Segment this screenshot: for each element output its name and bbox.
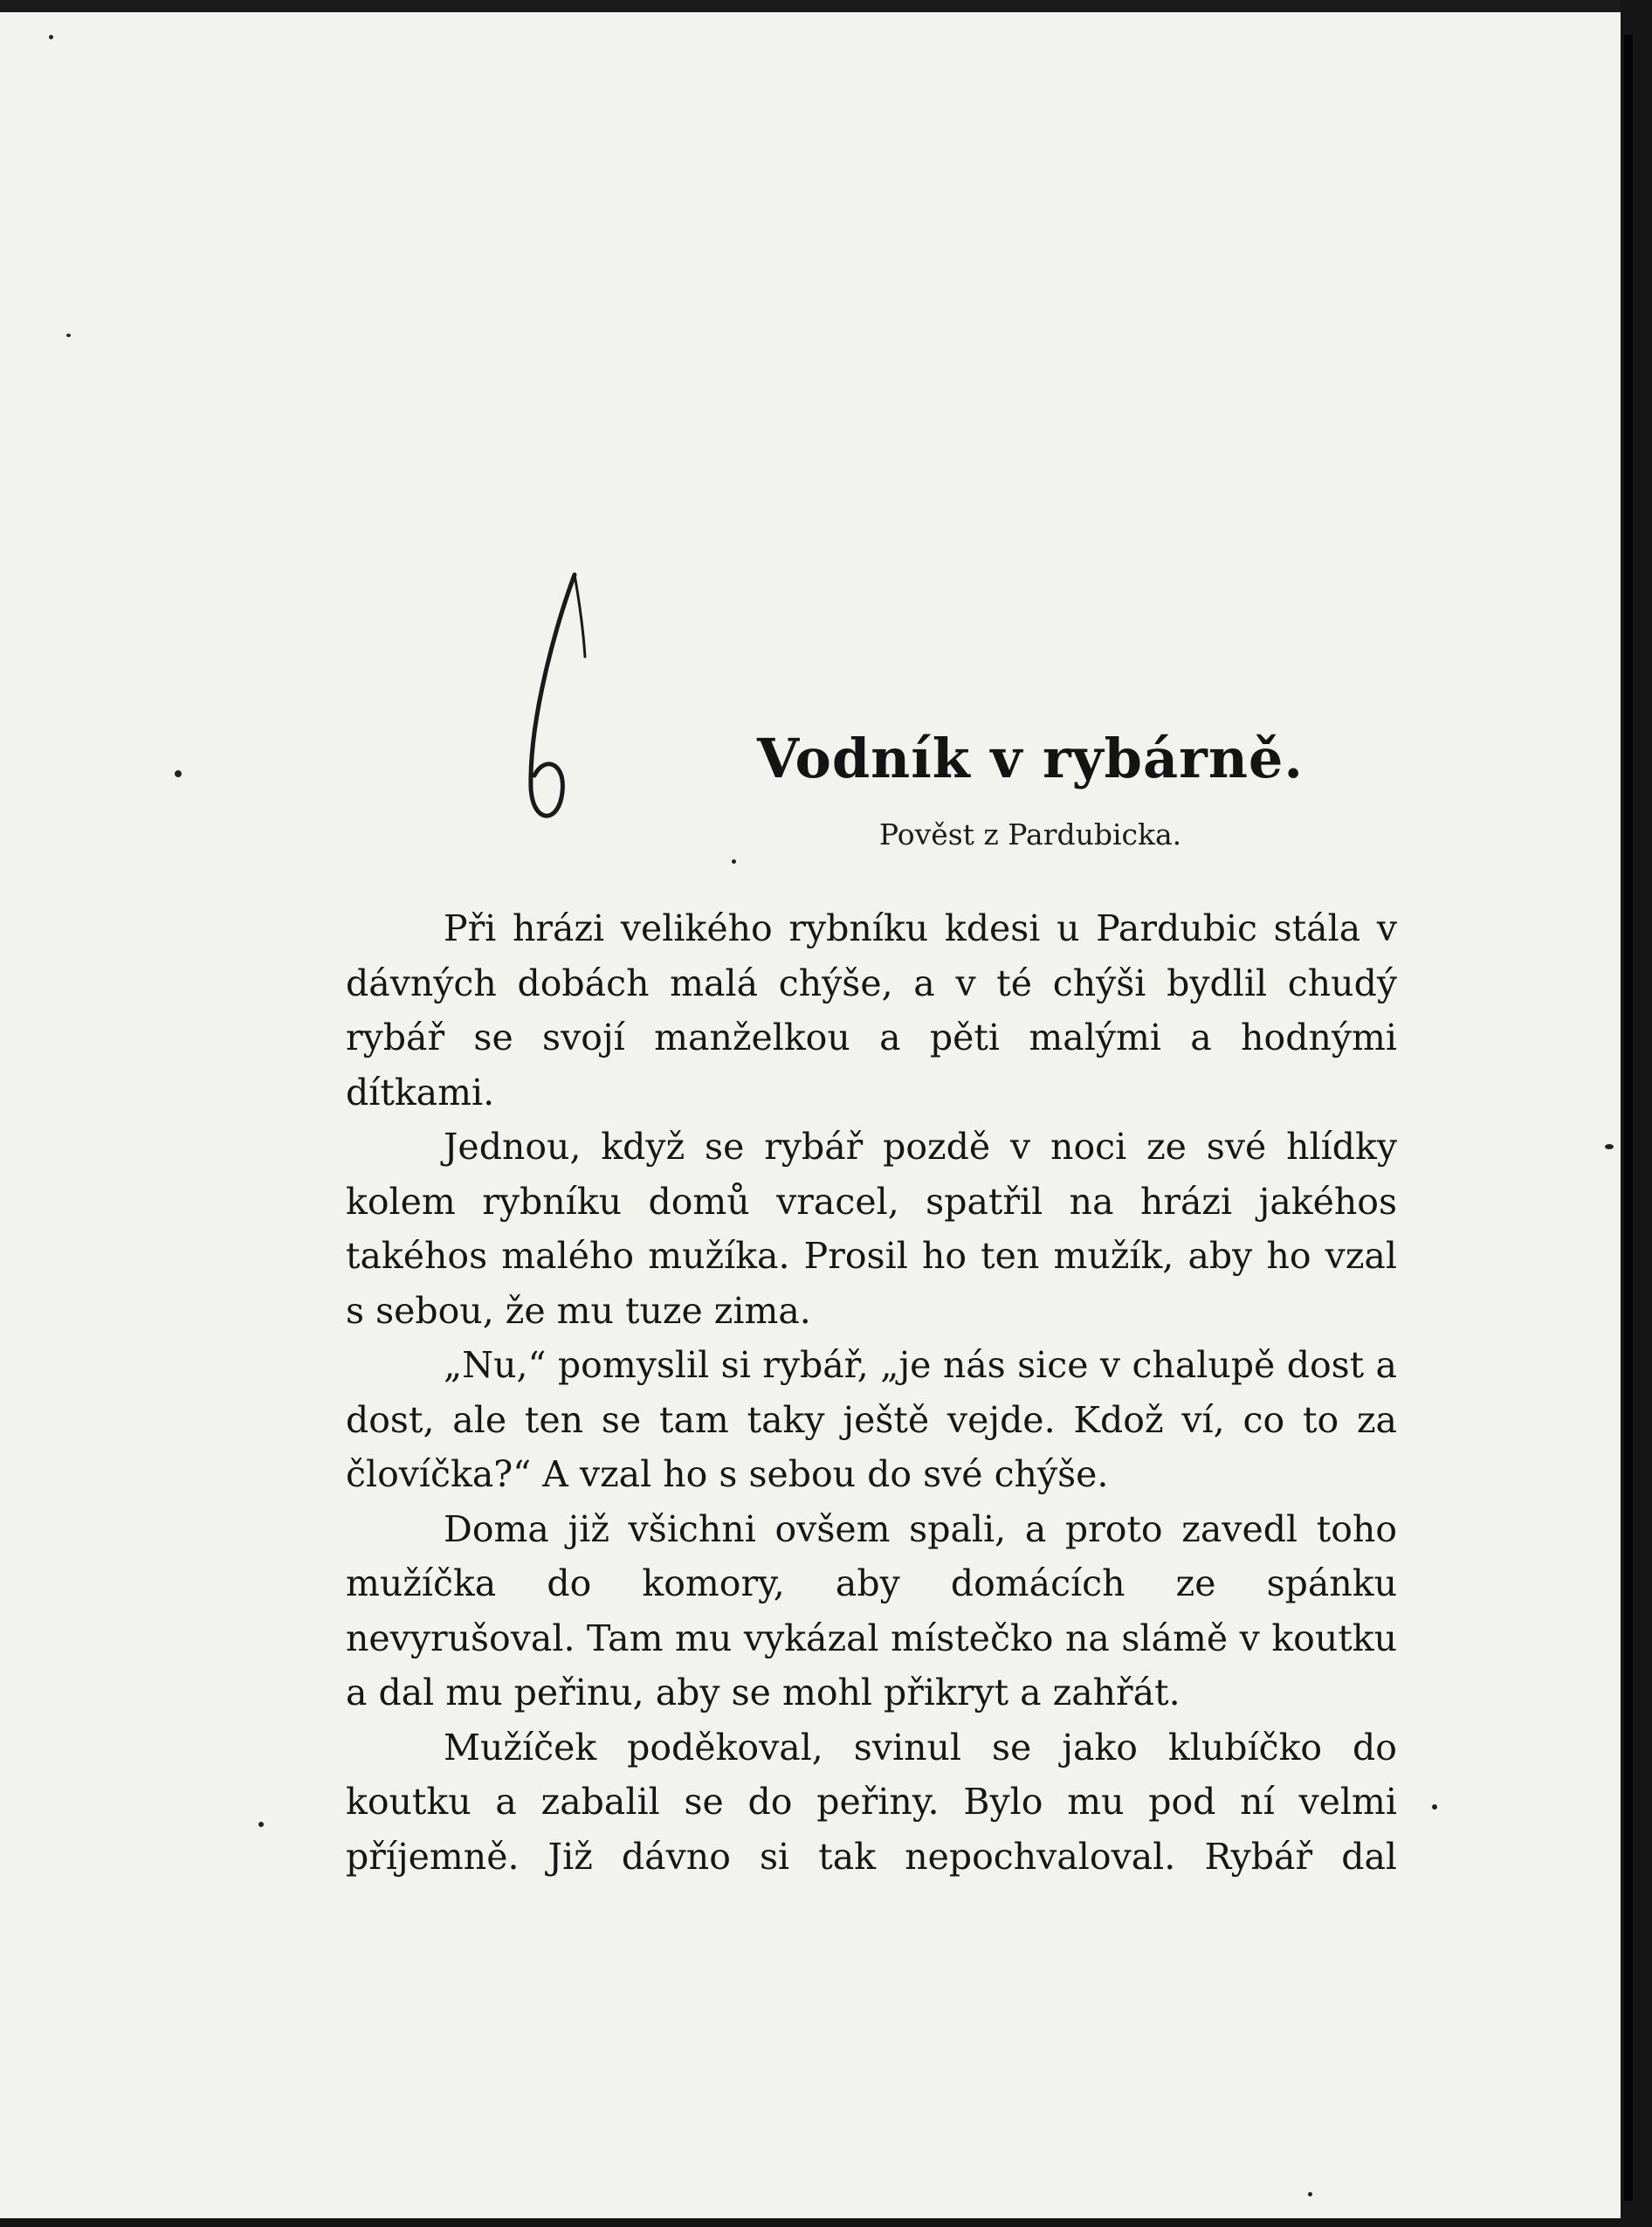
scan-speck xyxy=(49,35,53,39)
scan-speck xyxy=(66,334,71,337)
handwritten-six-icon xyxy=(522,569,592,831)
paragraph: „Nu,“ pomyslil si rybář, „je nás sice v chalupě dost a dost, ale ten se tam taky ještě vejde. Kdož ví, co to za človíčka?“ A vzal ho s sebou do své chýše. xyxy=(346,1344,1397,1495)
handwritten-page-number xyxy=(522,569,592,831)
paragraph: Mužíček poděkoval, svinul se jako klubíčko do koutku a zabalil se do peřiny. Bylo mu pod ní velmi příjemně. Již dávno si tak nepochvaloval. Rybář dal xyxy=(346,1726,1397,1878)
scan-speck xyxy=(732,859,736,864)
chapter-subtitle: Pověst z Pardubicka. xyxy=(878,817,1182,852)
page-edge-shadow xyxy=(1621,0,1652,2227)
binding-edge xyxy=(1624,35,1633,2201)
paragraph: Doma již všichni ovšem spali, a proto zavedl toho mužíčka do komory, aby domácích ze spánku nevyrušoval. Tam mu vykázal místečko na slámě v koutku a dal mu peřinu, aby se mohl přikryt a zahřát. xyxy=(346,1507,1397,1713)
scan-speck xyxy=(258,1822,264,1827)
paragraph: Při hrázi velikého rybníku kdesi u Pardubic stála v dávných dobách malá chýše, a v té chýši bydlil chudý rybář se svojí manželkou a pěti malými a hodnými dítkami. xyxy=(346,907,1397,1114)
scan-speck xyxy=(175,770,182,777)
scan-speck xyxy=(1432,1804,1437,1810)
scan-speck xyxy=(1605,1144,1614,1149)
paragraph: Jednou, když se rybář pozdě v noci ze své hlídky kolem rybníku domů vracel, spatřil na hrázi jakéhos takéhos malého mužíka. Prosil ho ten mužík, aby ho vzal s sebou, že mu tuze zima. xyxy=(346,1126,1397,1332)
chapter-title: Vodník v rybárně. xyxy=(757,727,1304,790)
body-text xyxy=(346,901,1397,1884)
scan-speck xyxy=(1308,2192,1312,2196)
